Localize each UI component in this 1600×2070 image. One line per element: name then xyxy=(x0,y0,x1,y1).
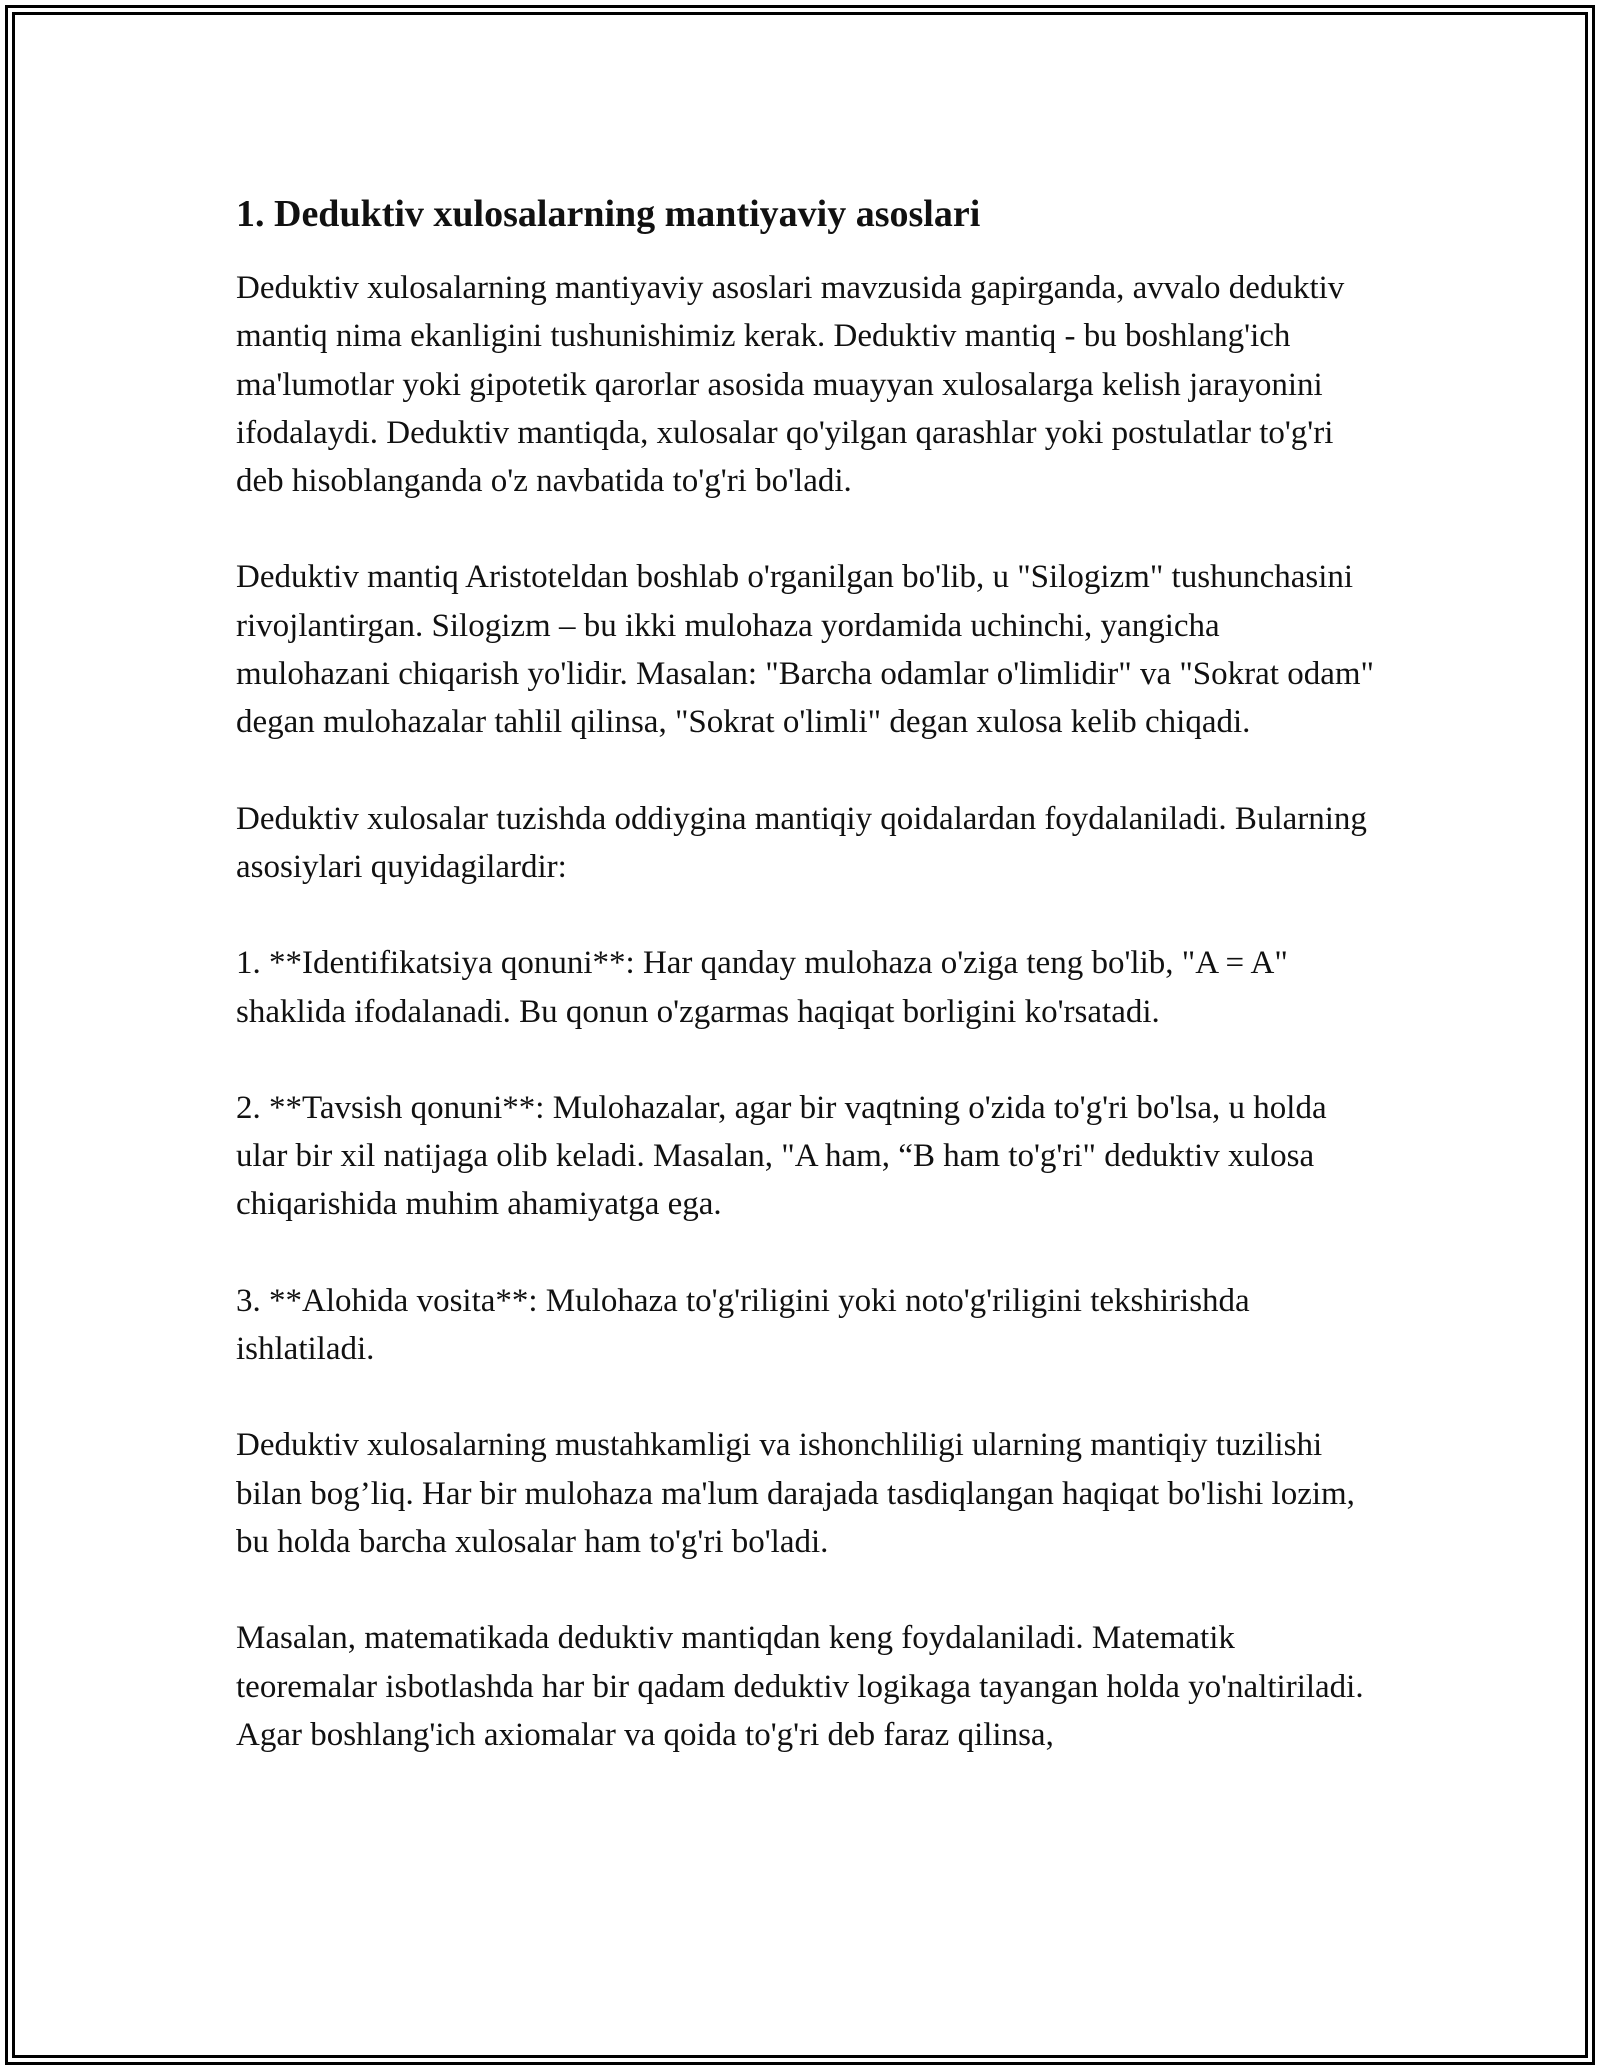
paragraph-mathematics: Masalan, matematikada deduktiv mantiqdan keng foydalaniladi. Matematik teoremalar isbotlashda har bir qadam deduktiv logikaga tayangan holda yo'naltiriladi. Agar boshlang'ich axiomalar va qoida to'g'ri deb faraz qilinsa, xyxy=(236,1620,1364,1753)
paragraph-intro: Deduktiv xulosalarning mantiyaviy asoslari mavzusida gapirganda, avvalo deduktiv mantiq nima ekanligini tushunishimiz kerak. Deduktiv mantiq - bu boshlang'ich ma'lumotlar yoki gipotetik qarorlar asosida muayyan xulosalarga kelish jarayonini ifodalaydi. Deduktiv mantiqda, xulosalar qo'yilgan qarashlar yoki postulatlar to'g'ri deb hisoblanganda o'z navbatida to'g'ri bo'ladi. xyxy=(236,270,1345,500)
document-page xyxy=(236,186,1376,1807)
paragraph-rules-intro: Deduktiv xulosalar tuzishda oddiygina mantiqiy qoidalardan foydalaniladi. Bularning asosiylari quyidagilardir: xyxy=(236,800,1367,885)
list-item-separate-tool: 3. **Alohida vosita**: Mulohaza to'g'riligini yoki noto'g'riligini tekshirishda ishlatiladi. xyxy=(236,1282,1250,1368)
paragraph-reliability: Deduktiv xulosalarning mustahkamligi va ishonchliligi ularning mantiqiy tuzilishi bilan bog’liq. Har bir mulohaza ma'lum darajada tasdiqlangan haqiqat bo'lishi lozim, bu holda barcha xulosalar ham to'g'ri bo'ladi. xyxy=(236,1427,1355,1560)
list-item-identity-law: 1. **Identifikatsiya qonuni**: Har qanday mulohaza o'ziga teng bo'lib, "A = A" shaklida ifodalanadi. Bu qonun o'zgarmas haqiqat borligini ko'rsatadi. xyxy=(236,945,1288,1030)
paragraph-aristotle: Deduktiv mantiq Aristoteldan boshlab o'rganilgan bo'lib, u "Silogizm" tushunchasini rivojlantirgan. Silogizm – bu ikki mulohaza yordamida uchinchi, yangicha mulohazani chiqarish yo'lidir. Masalan: "Barcha odamlar o'limlidir" va "Sokrat odam" degan mulohazalar tahlil qilinsa, "Sokrat o'limli" degan xulosa kelib chiqadi. xyxy=(236,559,1375,741)
list-item-tavsish-law: 2. **Tavsish qonuni**: Mulohazalar, agar bir vaqtning o'zida to'g'ri bo'lsa, u holda ular bir xil natijaga olib keladi. Masalan, "A ham, “B ham to'g'ri" deduktiv xulosa chiqarishida muhim ahamiyatga ega. xyxy=(236,1089,1327,1223)
section-heading: 1. Deduktiv xulosalarning mantiyaviy asoslari xyxy=(236,193,981,235)
